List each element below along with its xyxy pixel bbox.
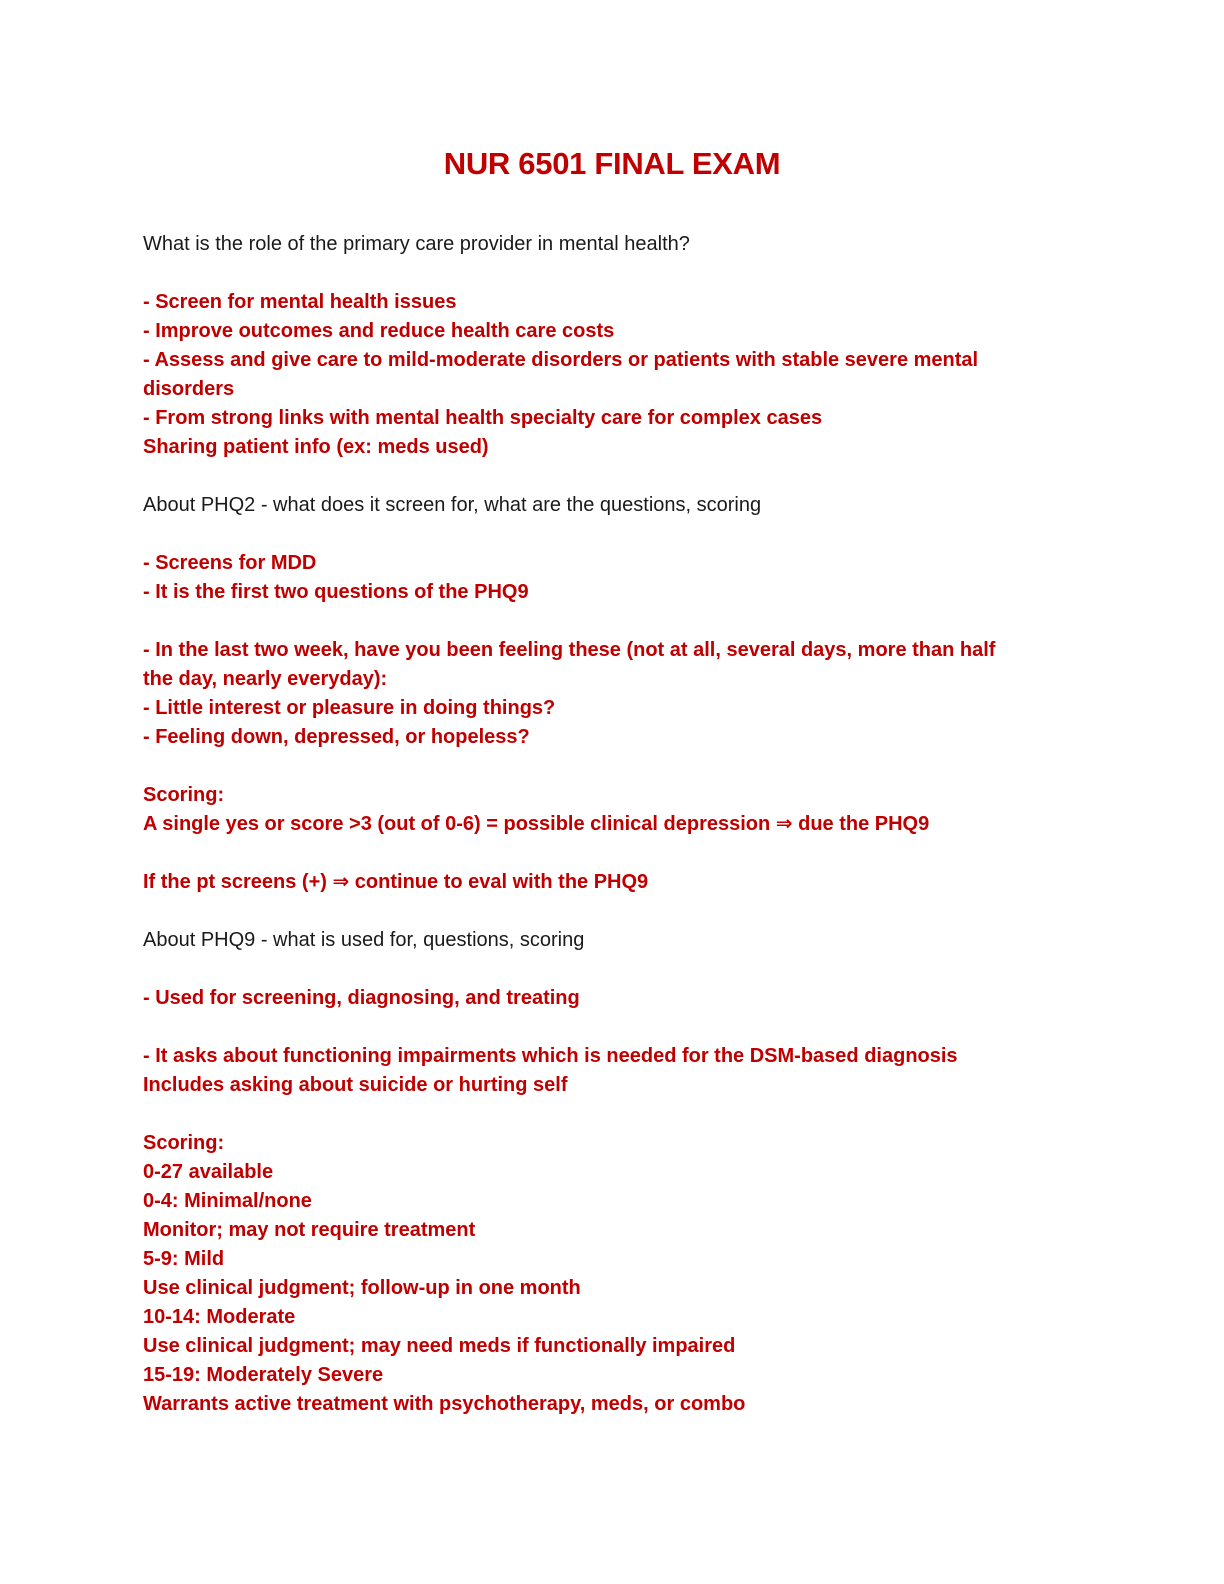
answer-line: 0-27 available	[143, 1161, 274, 1183]
answer-line: Sharing patient info (ex: meds used)	[143, 436, 489, 458]
answer-line: - From strong links with mental health specialty care for complex cases	[143, 407, 823, 429]
answer-line: disorders	[143, 378, 235, 400]
spacer	[143, 607, 1063, 636]
answer-line: Warrants active treatment with psychotherapy, meds, or combo	[143, 1393, 746, 1415]
answer-line: Includes asking about suicide or hurting self	[143, 1074, 568, 1096]
spacer	[143, 955, 1063, 984]
spacer	[143, 839, 1063, 868]
answer-line: - It asks about functioning impairments which is needed for the DSM-based diagnosis	[143, 1045, 958, 1067]
spacer	[143, 1100, 1063, 1129]
answer-phq2-followup	[143, 868, 1063, 897]
answer-line: - Used for screening, diagnosing, and treating	[143, 987, 580, 1009]
spacer	[143, 462, 1063, 491]
question-primary-care-role: What is the role of the primary care provider in mental health?	[143, 233, 690, 255]
question-phq2: About PHQ2 - what does it screen for, what are the questions, scoring	[143, 494, 762, 516]
answer-line: the day, nearly everyday):	[143, 668, 388, 690]
answer-line: - Little interest or pleasure in doing things?	[143, 697, 556, 719]
answer-line: 10-14: Moderate	[143, 1306, 296, 1328]
answer-line: - Feeling down, depressed, or hopeless?	[143, 726, 530, 748]
answer-line: If the pt screens (+) ⇒ continue to eval with the PHQ9	[143, 871, 649, 893]
answer-line: Monitor; may not require treatment	[143, 1219, 476, 1241]
spacer	[143, 259, 1063, 288]
question-phq9: About PHQ9 - what is used for, questions, scoring	[143, 929, 585, 951]
document-title: NUR 6501 FINAL EXAM	[443, 146, 781, 181]
document-body	[143, 230, 1063, 1419]
answer-line: Scoring:	[143, 1132, 225, 1154]
answer-line: Use clinical judgment; may need meds if functionally impaired	[143, 1335, 736, 1357]
answer-line: 5-9: Mild	[143, 1248, 225, 1270]
answer-phq9-scoring	[143, 1129, 1063, 1419]
answer-line: - Screen for mental health issues	[143, 291, 457, 313]
answer-line: - Screens for MDD	[143, 552, 317, 574]
answer-phq9-use	[143, 984, 1063, 1013]
spacer	[143, 1013, 1063, 1042]
answer-line: - Assess and give care to mild-moderate disorders or patients with stable severe mental	[143, 349, 979, 371]
answer-line: - In the last two week, have you been feeling these (not at all, several days, more than half	[143, 639, 996, 661]
spacer	[143, 752, 1063, 781]
answer-line: A single yes or score >3 (out of 0-6) = possible clinical depression ⇒ due the PHQ9	[143, 813, 930, 835]
answer-line: - Improve outcomes and reduce health care costs	[143, 320, 615, 342]
answer-phq2-scoring	[143, 781, 1063, 839]
answer-line: Scoring:	[143, 784, 225, 806]
answer-line: 0-4: Minimal/none	[143, 1190, 312, 1212]
answer-phq2-screens	[143, 549, 1063, 607]
answer-line: 15-19: Moderately Severe	[143, 1364, 384, 1386]
answer-line: Use clinical judgment; follow-up in one month	[143, 1277, 581, 1299]
answer-line: - It is the first two questions of the PHQ9	[143, 581, 529, 603]
answer-primary-care-role	[143, 288, 1063, 462]
spacer	[143, 897, 1063, 926]
answer-phq2-questions	[143, 636, 1063, 752]
spacer	[143, 520, 1063, 549]
answer-phq9-questions	[143, 1042, 1063, 1100]
